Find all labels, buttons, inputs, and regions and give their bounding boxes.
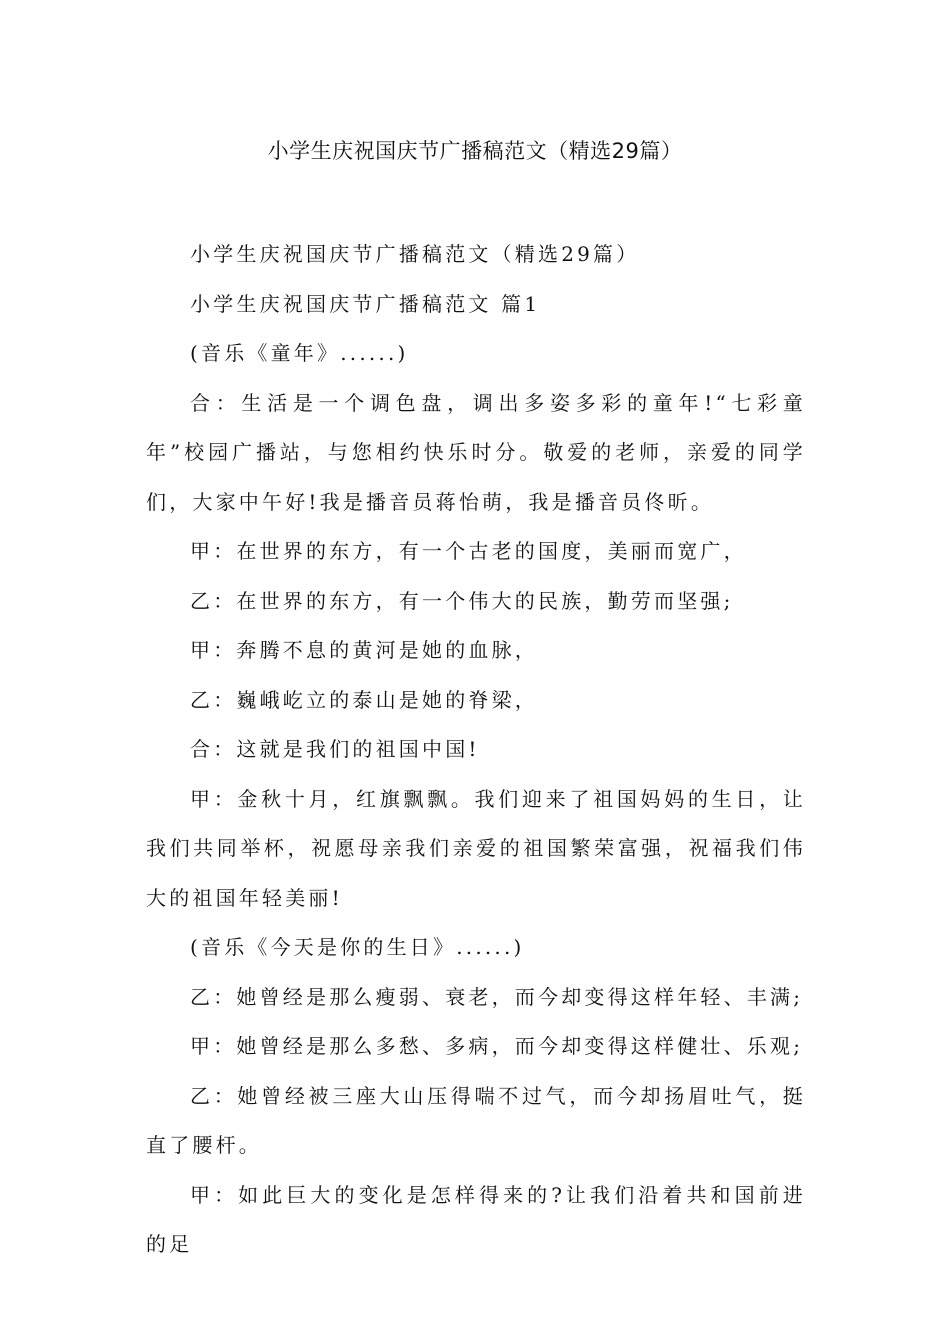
paragraph: 合：这就是我们的祖国中国! (190, 737, 480, 761)
document-body (146, 230, 806, 1270)
paragraph: 甲：如此巨大的变化是怎样得来的?让我们沿着共和国前进的足 (146, 1182, 806, 1256)
paragraph: 乙：在世界的东方，有一个伟大的民族，勤劳而坚强; (190, 588, 734, 613)
paragraph: 甲：奔腾不息的黄河是她的血脉， (190, 638, 538, 662)
paragraph: 乙：巍峨屹立的泰山是她的脊梁， (190, 687, 538, 712)
paragraph: 乙：她曾经被三座大山压得喘不过气，而今却扬眉吐气，挺直了腰杆。 (146, 1083, 806, 1157)
paragraph: 甲：在世界的东方，有一个古老的国度，美丽而宽广， (190, 539, 747, 563)
paragraph: 小学生庆祝国庆节广播稿范文（精选29篇） (190, 242, 640, 266)
paragraph: 乙：她曾经是那么瘦弱、衰老，而今却变得这样年轻、丰满; (190, 984, 804, 1009)
paragraph: (音乐《今天是你的生日》......) (190, 935, 525, 959)
paragraph: 甲：她曾经是那么多愁、多病，而今却变得这样健壮、乐观; (190, 1034, 804, 1058)
paragraph: 合：生活是一个调色盘，调出多姿多彩的童年!“七彩童年”校园广播站，与您相约快乐时分。敬爱的老师，亲爱的同学们，大家中午好!我是播音员蒋怡萌，我是播音员佟昕。 (146, 390, 806, 514)
document-title: 小学生庆祝国庆节广播稿范文（精选29篇） (267, 139, 683, 163)
paragraph: (音乐《童年》......) (190, 341, 409, 365)
paragraph: 小学生庆祝国庆节广播稿范文 篇1 (190, 291, 541, 316)
paragraph: 甲：金秋十月，红旗飘飘。我们迎来了祖国妈妈的生日，让我们共同举杯，祝愿母亲我们亲爱的祖国繁荣富强，祝福我们伟大的祖国年轻美丽! (146, 786, 806, 910)
